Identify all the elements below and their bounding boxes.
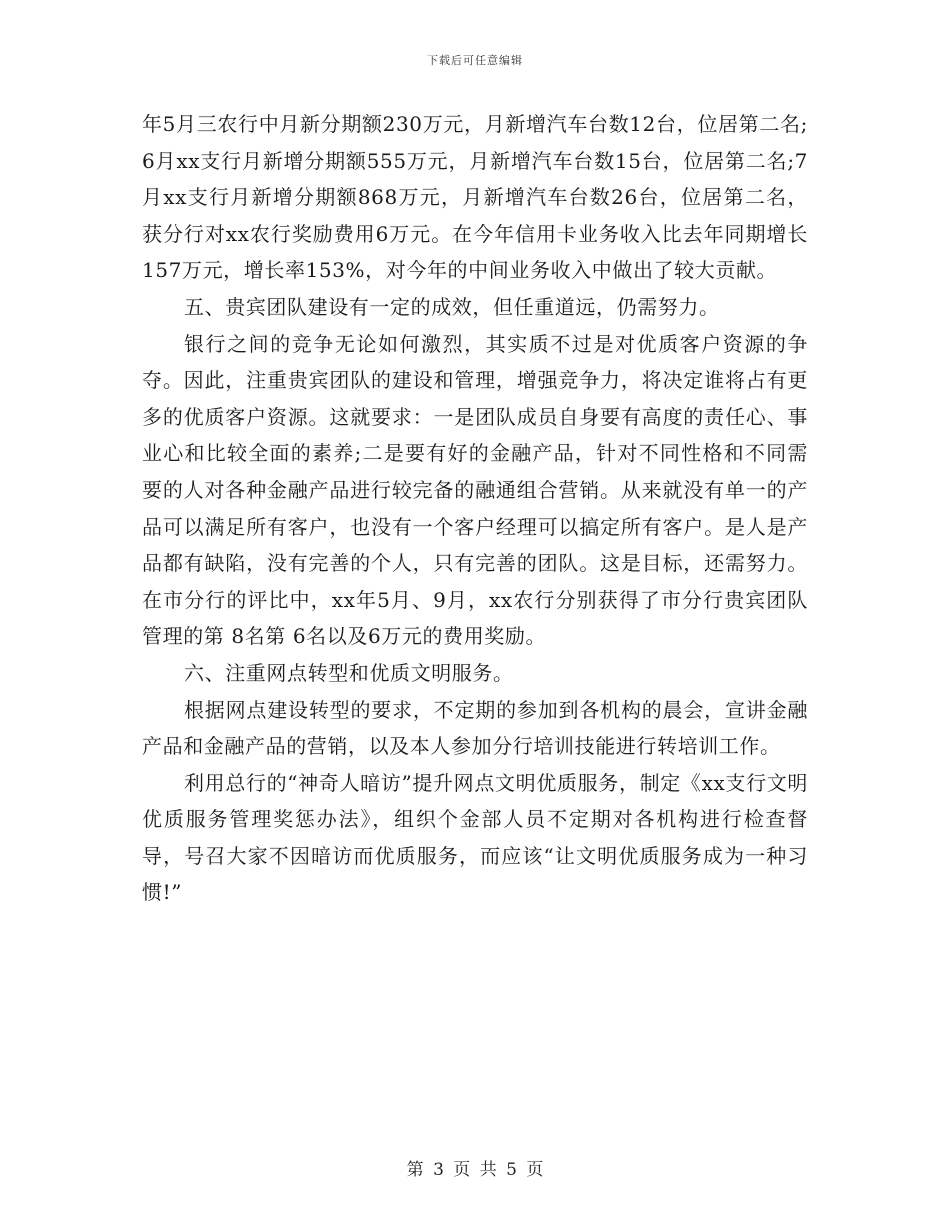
body-paragraph: 年5月三农行中月新分期额230万元，月新增汽车台数12台，位居第二名;6月xx支行月新增分期额555万元，月新增汽车台数15台，位居第二名;7月xx支行月新增分期额868万元，月新增汽车台数26台，位居第二名，获分行对xx农行奖励费用6万元。在今年信用卡业务收入比去年同期增长157万元，增长率153%，对今年的中间业务收入中做出了较大贡献。 [142,112,808,283]
section-heading-6: 六、注重网点转型和优质文明服务。 [184,660,514,685]
page-header: 下载后可任意编辑 [427,54,523,67]
section-heading-5: 五、贵宾团队建设有一定的成效，但任重道远，仍需努力。 [184,294,720,319]
page-number-footer: 第 3 页 共 5 页 [406,1160,544,1180]
body-paragraph: 银行之间的竞争无论如何激烈，其实质不过是对优质客户资源的争夺。因此，注重贵宾团队的建设和管理，增强竞争力，将决定谁将占有更多的优质客户资源。这就要求：一是团队成员自身要有高度的责任心、事业心和比较全面的素养;二是要有好的金融产品，针对不同性格和不同需要的人对各种金融产品进行较完备的融通组合营销。从来就没有单一的产品可以满足所有客户，也没有一个客户经理可以搞定所有客户。是人是产品都有缺陷，没有完善的个人，只有完善的团队。这是目标，还需努力。在市分行的评比中，xx年5月、9月，xx农行分别获得了市分行贵宾团队管理的第 8名第 6名以及6万元的费用奖励。 [142,331,808,649]
body-paragraph: 利用总行的“神奇人暗访”提升网点文明优质服务，制定《xx支行文明优质服务管理奖惩办法》，组织个金部人员不定期对各机构进行检查督导，号召大家不因暗访而优质服务，而应该“让文明优质服务成为一种习惯!” [142,770,808,905]
body-paragraph: 根据网点建设转型的要求，不定期的参加到各机构的晨会，宣讲金融产品和金融产品的营销，以及本人参加分行培训技能进行转培训工作。 [142,697,808,759]
document-body [142,106,808,911]
